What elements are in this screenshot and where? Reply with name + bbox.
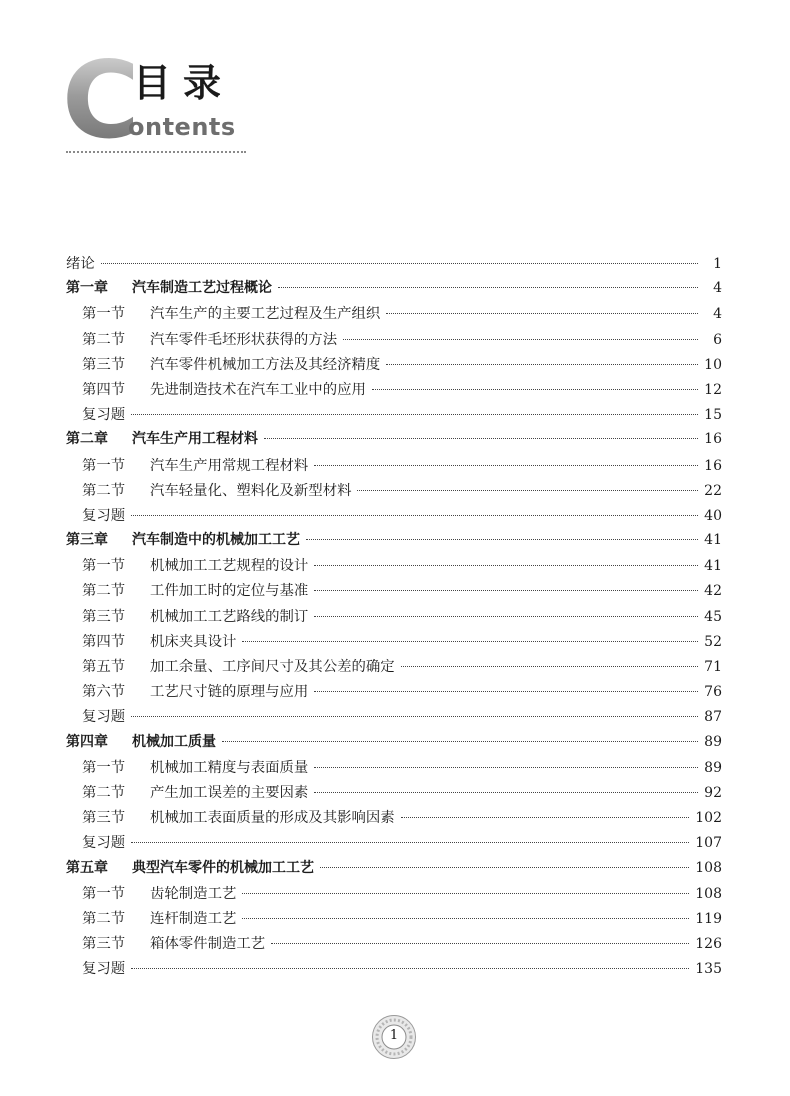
toc-page-number: 42 (704, 583, 722, 600)
toc-section-row[interactable] (66, 328, 722, 353)
toc-page-number: 135 (695, 961, 722, 978)
toc-entry-title: 复习题 (82, 407, 126, 424)
toc-chapter-row[interactable] (66, 428, 722, 453)
toc-entry-label: 第一节 (82, 885, 126, 902)
toc-intro-row[interactable] (66, 252, 722, 277)
toc-section-row[interactable] (66, 605, 722, 630)
toc-entry-title: 连杆制造工艺 (150, 910, 237, 927)
toc-page-number: 76 (704, 684, 722, 701)
toc-entry-title: 汽车生产用常规工程材料 (150, 457, 309, 474)
toc-entry-title: 机械加工表面质量的形成及其影响因素 (150, 810, 395, 827)
toc-entry-title: 机械加工精度与表面质量 (150, 759, 309, 776)
toc-entry-label: 第二节 (82, 910, 126, 927)
toc-dot-leader (401, 666, 698, 667)
toc-entry-label: 第三章 (66, 532, 108, 549)
toc-section-row[interactable] (66, 378, 722, 403)
toc-dot-leader (314, 616, 698, 617)
toc-dot-leader (131, 515, 698, 516)
toc-entry-title: 机械加工工艺规程的设计 (150, 558, 309, 575)
toc-section-row[interactable] (66, 554, 722, 579)
toc-page-number: 10 (704, 356, 722, 373)
toc-entry-title: 汽车生产的主要工艺过程及生产组织 (150, 306, 381, 323)
toc-section-row[interactable] (66, 630, 722, 655)
toc-dot-leader (357, 490, 698, 491)
toc-page-number: 4 (713, 280, 722, 297)
toc-page-number: 15 (704, 407, 722, 424)
toc-entry-title: 机械加工质量 (132, 733, 216, 750)
toc-page-number: 45 (704, 608, 722, 625)
toc-dot-leader (271, 943, 689, 944)
toc-entry-title: 汽车零件毛坯形状获得的方法 (150, 331, 338, 348)
toc-page-number: 126 (695, 936, 722, 953)
toc-entry-label: 第三节 (82, 810, 126, 827)
toc-dot-leader (242, 893, 689, 894)
toc-entry-label: 第一章 (66, 280, 108, 297)
toc-dot-leader (131, 414, 698, 415)
toc-dot-leader (101, 263, 698, 264)
toc-dot-leader (314, 792, 698, 793)
toc-dot-leader (131, 842, 689, 843)
toc-entry-title: 汽车制造工艺过程概论 (132, 280, 272, 297)
toc-chapter-row[interactable] (66, 731, 722, 756)
toc-entry-label: 第二节 (82, 482, 126, 499)
toc-page-number: 16 (704, 431, 722, 448)
toc-page-number: 40 (704, 507, 722, 524)
toc-review-row[interactable] (66, 705, 722, 730)
toc-chapter-row[interactable] (66, 277, 722, 302)
toc-entry-title: 工件加工时的定位与基准 (150, 583, 309, 600)
toc-page-number: 119 (695, 910, 722, 927)
toc-entry-label: 第四节 (82, 633, 126, 650)
toc-page-number: 41 (704, 532, 722, 549)
toc-page-number: 1 (713, 256, 722, 272)
toc-review-row[interactable] (66, 403, 722, 428)
toc-entry-title: 加工余量、工序间尺寸及其公差的确定 (150, 659, 395, 675)
toc-page-number: 87 (704, 709, 722, 726)
toc-page-number: 108 (695, 885, 722, 902)
toc-dot-leader (242, 641, 698, 642)
toc-entry-title: 箱体零件制造工艺 (150, 936, 266, 953)
toc-entry-title: 先进制造技术在汽车工业中的应用 (150, 381, 366, 398)
toc-section-row[interactable] (66, 655, 722, 680)
toc-entry-title: 汽车生产用工程材料 (132, 431, 258, 448)
toc-section-row[interactable] (66, 907, 722, 932)
toc-dot-leader (314, 590, 698, 591)
toc-entry-label: 第三节 (82, 936, 126, 953)
toc-entry-title: 工艺尺寸链的原理与应用 (150, 684, 309, 701)
toc-entry-title: 齿轮制造工艺 (150, 885, 237, 902)
toc-dot-leader (314, 465, 698, 466)
toc-entry-title: 机械加工工艺路线的制订 (150, 608, 309, 625)
toc-entry-label: 第一节 (82, 457, 126, 474)
toc-entry-label: 第一节 (82, 759, 126, 776)
toc-entry-label: 第五章 (66, 859, 108, 876)
toc-entry-label: 第三节 (82, 608, 126, 625)
toc-entry-title: 复习题 (82, 507, 126, 524)
toc-section-row[interactable] (66, 680, 722, 705)
toc-entry-label: 第四章 (66, 733, 108, 750)
toc-page-number: 108 (695, 859, 722, 876)
toc-page-number: 52 (704, 633, 722, 650)
header-dotted-rule (66, 151, 246, 153)
toc-page-number: 22 (704, 482, 722, 499)
toc-entry-title: 产生加工误差的主要因素 (150, 784, 309, 801)
contents-title-cn: 目录 (133, 61, 234, 105)
toc-section-row[interactable] (66, 932, 722, 957)
toc-page-number: 102 (695, 810, 722, 827)
toc-page-number: 92 (704, 784, 722, 801)
toc-section-row[interactable] (66, 302, 722, 327)
contents-title-en: ontents (128, 113, 236, 141)
toc-dot-leader (264, 438, 698, 439)
toc-section-row[interactable] (66, 882, 722, 907)
toc-page-number: 41 (704, 558, 722, 575)
toc-dot-leader (131, 968, 689, 969)
toc-entry-title: 汽车零件机械加工方法及其经济精度 (150, 356, 381, 373)
toc-entry-label: 第二节 (82, 331, 126, 348)
toc-entry-title: 汽车轻量化、塑料化及新型材料 (150, 482, 352, 499)
toc-dot-leader (306, 539, 698, 540)
toc-review-row[interactable] (66, 504, 722, 529)
toc-dot-leader (222, 741, 698, 742)
toc-dot-leader (372, 389, 698, 390)
toc-dot-leader (278, 287, 698, 288)
toc-entry-label: 第二节 (82, 784, 126, 801)
toc-entry-title: 复习题 (82, 709, 126, 726)
contents-header (62, 39, 252, 162)
toc-section-row[interactable] (66, 479, 722, 504)
toc-chapter-row[interactable] (66, 529, 722, 554)
toc-dot-leader (401, 817, 690, 818)
toc-section-row[interactable] (66, 756, 722, 781)
toc-entry-label: 第五节 (82, 659, 126, 675)
toc-entry-label: 第三节 (82, 356, 126, 373)
toc-entry-title: 汽车制造中的机械加工工艺 (132, 532, 300, 549)
toc-page-number: 107 (695, 835, 722, 852)
toc-dot-leader (314, 565, 698, 566)
toc-dot-leader (386, 313, 698, 314)
toc-entry-title: 绪论 (66, 256, 95, 272)
toc-page-number: 89 (704, 759, 722, 776)
toc-dot-leader (320, 867, 689, 868)
toc-page-number: 6 (713, 331, 722, 348)
toc-section-row[interactable] (66, 781, 722, 806)
toc-entry-title: 典型汽车零件的机械加工工艺 (132, 859, 314, 876)
toc-entry-label: 第二节 (82, 583, 126, 600)
toc-section-row[interactable] (66, 579, 722, 604)
contents-big-letter: C (62, 39, 138, 162)
toc-dot-leader (242, 918, 689, 919)
toc-entry-label: 第二章 (66, 431, 108, 448)
toc-section-row[interactable] (66, 806, 722, 831)
toc-page-number: 89 (704, 733, 722, 750)
page-number-badge (371, 1014, 417, 1060)
toc-entry-label: 第一节 (82, 558, 126, 575)
toc-chapter-row[interactable] (66, 857, 722, 882)
toc-page-number: 12 (704, 381, 722, 398)
toc-section-row[interactable] (66, 353, 722, 378)
toc-dot-leader (386, 364, 698, 365)
toc-dot-leader (343, 339, 698, 340)
toc-section-row[interactable] (66, 454, 722, 479)
toc-dot-leader (131, 716, 698, 717)
toc-review-row[interactable] (66, 831, 722, 856)
table-of-contents (66, 252, 722, 982)
toc-entry-title: 复习题 (82, 961, 126, 978)
toc-entry-title: 机床夹具设计 (150, 633, 237, 650)
toc-entry-label: 第六节 (82, 684, 126, 701)
page-number: 1 (389, 1028, 399, 1043)
toc-page-number: 16 (704, 457, 722, 474)
toc-entry-title: 复习题 (82, 835, 126, 852)
toc-entry-label: 第一节 (82, 306, 126, 323)
toc-dot-leader (314, 767, 698, 768)
toc-dot-leader (314, 691, 698, 692)
toc-entry-label: 第四节 (82, 381, 126, 398)
toc-review-row[interactable] (66, 957, 722, 982)
toc-page-number: 71 (704, 659, 722, 675)
toc-page-number: 4 (713, 306, 722, 323)
